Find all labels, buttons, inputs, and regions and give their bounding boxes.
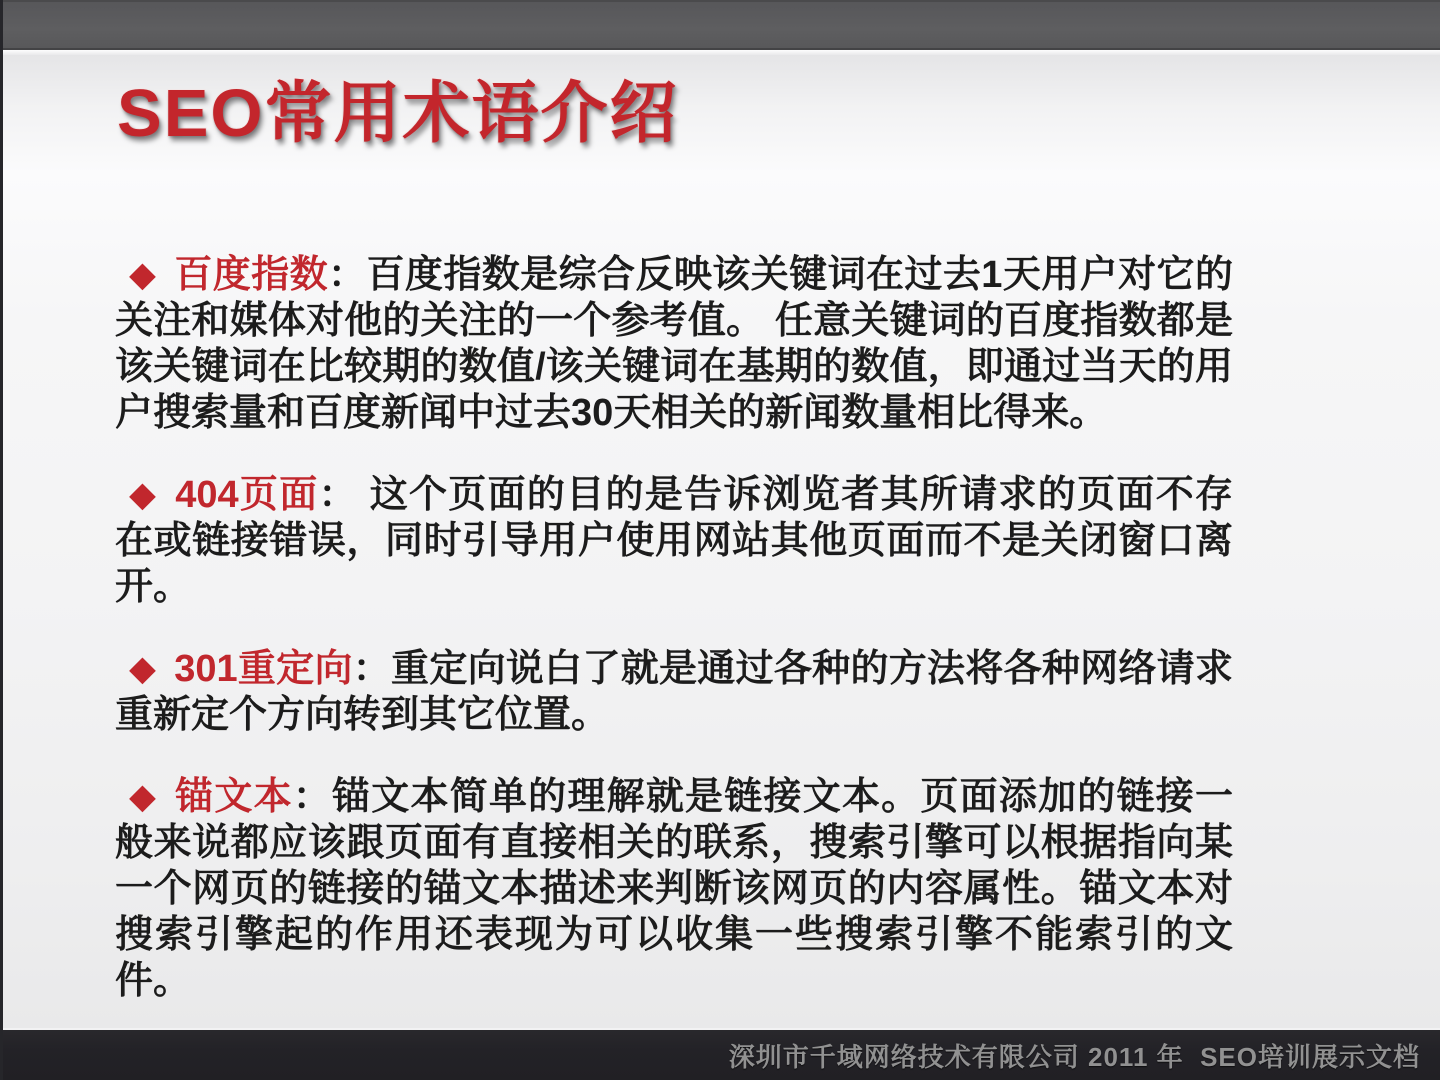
bottom-bar (3, 1028, 1440, 1080)
bullet-item (115, 646, 1233, 738)
bullet-item (115, 252, 1233, 436)
bullet-item (115, 472, 1233, 610)
bullet-item (115, 774, 1233, 1004)
bullet-text: 重定向说白了就是通过各种的方法将各种网络请求重新定个方向转到其它位置。 (115, 648, 1233, 736)
bullet-separator: ： (292, 776, 333, 818)
footer-text: 深圳市千域网络技术有限公司 2011 年 SEO培训展示文档 (728, 1041, 1420, 1072)
diamond-bullet-icon: ◆ (129, 475, 158, 514)
bullet-separator: ： (328, 254, 367, 296)
bullet-term: 301重定向 (174, 648, 353, 690)
diamond-bullet-icon: ◆ (129, 649, 157, 688)
bullet-list (115, 252, 1233, 1040)
diamond-bullet-icon: ◆ (129, 255, 157, 294)
diamond-bullet-icon: ◆ (129, 777, 158, 816)
page-title: SEO常用术语介绍 (117, 76, 679, 151)
bullet-text: 锚文本简单的理解就是链接文本。页面添加的链接一般来说都应该跟页面有直接相关的联系，搜索引擎可以根据指向某一个网页的链接的锚文本描述来判断该网页的内容属性。锚文本对搜索引擎起的作用还表现为可以收集一些搜索引擎不能索引的文件。 (115, 776, 1233, 1002)
bullet-term: 百度指数 (174, 254, 329, 296)
bullet-term: 锚文本 (175, 776, 293, 818)
top-bar (3, 0, 1440, 50)
bullet-separator: ： (352, 648, 392, 690)
bullet-text: 这个页面的目的是告诉浏览者其所请求的页面不存在或链接错误，同时引导用户使用网站其他页面而不是关闭窗口离开。 (115, 474, 1233, 608)
bullet-term: 404页面 (175, 474, 319, 516)
bullet-text: 百度指数是综合反映该关键词在过去1天用户对它的关注和媒体对他的关注的一个参考值。 任意关键词的百度指数都是该关键词在比较期的数值/该关键词在基期的数值，即通过当天的用户搜索量和百度新闻中过去30天相关的新闻数量相比得来。 (115, 254, 1233, 434)
bullet-separator: ： (318, 474, 358, 516)
top-bar-highlight (3, 50, 1440, 55)
